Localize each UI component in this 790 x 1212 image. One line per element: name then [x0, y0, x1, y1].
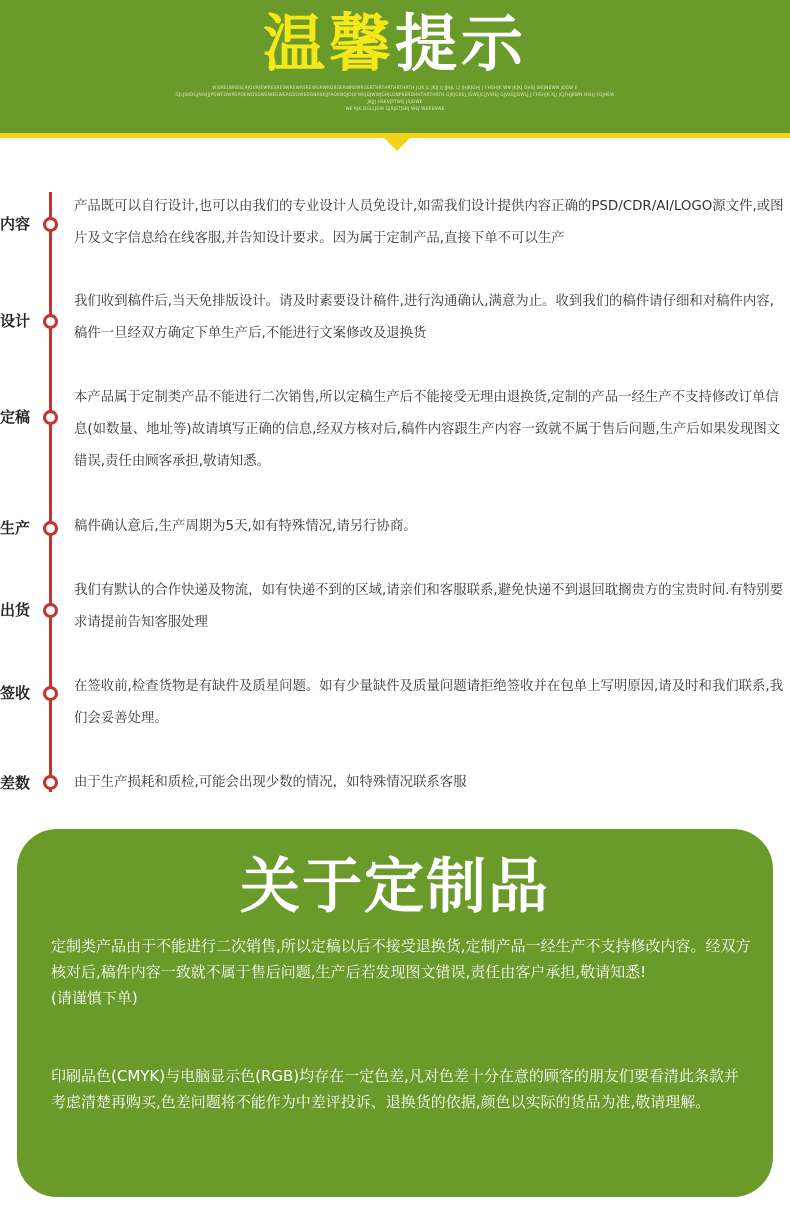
timeline-text: 稿件确认意后,生产周期为5天,如有特殊情况,请另行协商。: [74, 519, 417, 534]
timeline-text: 我们有默认的合作快递及物流，如有快递不到的区域,请亲们和客服联系,避免快递不到退回耽搁贵方的宝贵时间.有特别要求请提前告知客服处理: [74, 583, 784, 630]
timeline-dot-icon: [43, 217, 58, 232]
timeline-dot-icon: [43, 410, 58, 425]
timeline-label: 出货: [0, 601, 31, 619]
banner-arrow-icon: [383, 137, 411, 151]
timeline-text: 我们收到稿件后,当天免排版设计。请及时素要设计稿件,进行沟通确认,满意为止。收到我们的稿件请仔细和对稿件内容,稿件一旦经双方确定下单生产后,不能进行文案修改及退换货: [74, 294, 774, 341]
timeline-dot-icon: [43, 686, 58, 701]
timeline-text: 在签收前,检查货物是有缺件及质星问题。如有少量缺件及质量问题请拒绝签收并在包单上写明原因,请及时和我们联系,我们会妥善处理。: [74, 679, 784, 726]
banner-fine-line: WE KJK DGLLJGW GJRJSTJSRJ WEJ WERERWE: [345, 106, 445, 111]
banner-fine-line: GJLJSKOGJAKHJJPQWFOWPOPQEWDSGWEWEGWERGDGWEDGNASKJJFAOKNQJOQFWEJDJWWJGHJLONPKERDHHTHRTHRTH GJKJGKEJ JGWEJCJJVWEJ GJVKEJJGWLJ J FHSHJK KJJ JCJFHJKWN HSHJ FDJHEWJKJJJ HSKVJPTWQ JSJGWE: [175, 92, 615, 104]
timeline-label: 内容: [0, 215, 31, 233]
timeline-label: 生产: [0, 519, 31, 537]
card-paragraph-text: 定制类产品由于不能进行二次销售,所以定稿以后不接受退换货,定制产品一经生产不支持修改内容。经双方核对后,稿件内容一致就不属于售后问题,生产后若发现图文错误,责任由客户承担,敬请知悉!: [51, 937, 751, 981]
timeline-text: 产品既可以自行设计,也可以由我们的专业设计人员免设计,如需我们设计提供内容正确的PSD/CDR/AI/LOGO源文件,或图片及文字信息给在线客服,并告知设计要求。因为属于定制产品,直接下单不可以生产: [74, 199, 784, 246]
card-title: 关于定制品: [240, 852, 550, 922]
timeline-label: 差数: [0, 774, 31, 792]
card-paragraph: [51, 933, 751, 1011]
card-paragraph-color-note: 印刷品色(CMYK)与电脑显示色(RGB)均存在一定色差,凡对色差十分在意的顾客的朋友们要看清此条款并考虑清楚再购买,色差问题将不能作为中差评投诉、退换货的依据,颜色以实际的货品为准,敬请理解。: [51, 1067, 739, 1111]
about-custom-card: [17, 829, 773, 1197]
banner-title-rest: 提示: [395, 7, 528, 80]
timeline-text: 本产品属于定制类产品不能进行二次销售,所以定稿生产后不能接受无理由退换货,定制的产品一经生产不支持修改订单信息(如数量、地址等)故请填写正确的信息,经双方核对后,稿件内容跟生产内容一致就不属于售后问题,生产后如果发现图文错误,责任由顾客承担,敬请知悉。: [74, 390, 781, 469]
timeline-dot-icon: [43, 775, 58, 790]
banner-title: [0, 4, 790, 84]
header-banner: [0, 0, 790, 133]
banner-title-highlight: 温馨: [262, 7, 395, 80]
timeline-dot-icon: [43, 521, 58, 536]
timeline-label: 设计: [0, 312, 31, 330]
timeline-dot-icon: [43, 314, 58, 329]
banner-decorative-text: [175, 84, 615, 112]
banner-fine-line: WISRELWRESLRJQURJEWRESRESWREWRSREWGRWRGRGERWREWRGERTHRTHRTHRTHRTH JLJK JL JKJJ IJ JJHJL LJ JHJKJGHJ J FHSHJK WN JKJKJ GHSJ WEJNEWN JOGW E: [212, 85, 578, 90]
timeline-label: 定稿: [0, 408, 31, 426]
timeline-label: 签收: [0, 684, 31, 702]
timeline-dot-icon: [43, 603, 58, 618]
timeline-line: [49, 192, 52, 792]
timeline-text: 由于生产损耗和质检,可能会出现少数的情况，如特殊情况联系客服: [74, 775, 467, 790]
card-paragraph-note: (请谨慎下单): [51, 989, 138, 1007]
